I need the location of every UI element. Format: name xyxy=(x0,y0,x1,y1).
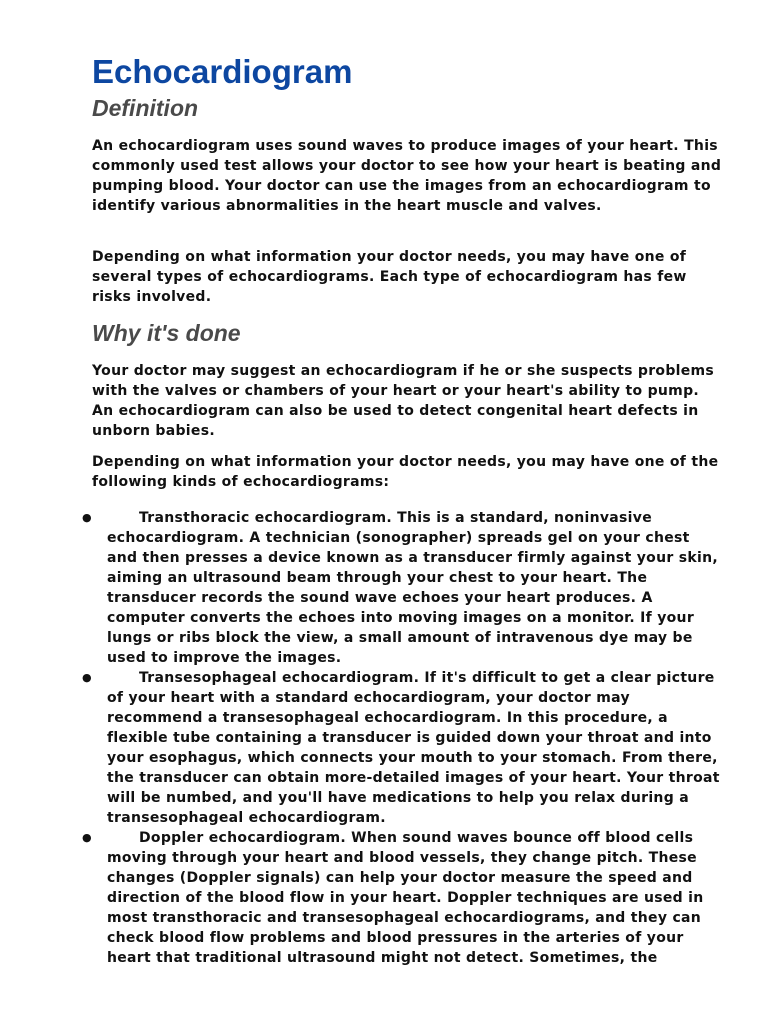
list-item-transthoracic xyxy=(80,508,720,668)
why-paragraph-1: Your doctor may suggest an echocardiogram if he or she suspects problems with the valves or chambers of your heart or your heart's ability to pump. An echocardiogram can also be used to detect congenital heart defects in unborn babies. xyxy=(92,363,715,439)
bullet-icon: ● xyxy=(82,671,92,684)
page-title: Echocardiogram xyxy=(92,53,353,90)
list-item-transesophageal xyxy=(80,668,720,828)
definition-paragraph-1: An echocardiogram uses sound waves to produce images of your heart. This commonly used test allows your doctor to see how your heart is beating and pumping blood. Your doctor can use the images from an echocardiogram to identify various abnormalities in the heart muscle and valves. xyxy=(92,138,722,214)
bullet-icon: ● xyxy=(82,831,92,844)
section-heading-definition: Definition xyxy=(92,95,199,121)
bullet-icon: ● xyxy=(82,511,92,524)
list-item-doppler xyxy=(80,828,720,968)
list-item-text: Doppler echocardiogram. When sound waves bounce off blood cells moving through your heart and blood vessels, they change pitch. These changes (Doppler signals) can help your doctor measure the speed and direction of the blood flow in your heart. Doppler techniques are used in most transthoracic and transesophageal echocardiograms, and they can check blood flow problems and blood pressures in the arteries of your heart that traditional ultrasound might not detect. Sometimes, the xyxy=(107,830,704,966)
why-paragraph-2: Depending on what information your doctor needs, you may have one of the following kinds of echocardiograms: xyxy=(92,454,719,490)
echocardiogram-types-list xyxy=(80,508,720,968)
definition-paragraph-2: Depending on what information your doctor needs, you may have one of several types of echocardiograms. Each type of echocardiogram has few risks involved. xyxy=(92,249,687,305)
list-item-text: Transesophageal echocardiogram. If it's difficult to get a clear picture of your heart with a standard echocardiogram, your doctor may recommend a transesophageal echocardiogram. In this procedure, a flexible tube containing a transducer is guided down your throat and into your esophagus, which connects your mouth to your stomach. From there, the transducer can obtain more-detailed images of your heart. Your throat will be numbed, and you'll have medications to help you relax during a transesophageal echocardiogram. xyxy=(107,670,720,826)
section-heading-why-its-done: Why it's done xyxy=(92,320,241,346)
list-item-text: Transthoracic echocardiogram. This is a standard, noninvasive echocardiogram. A technician (sonographer) spreads gel on your chest and then presses a device known as a transducer firmly against your skin, aiming an ultrasound beam through your chest to your heart. The transducer records the sound wave echoes your heart produces. A computer converts the echoes into moving images on a monitor. If your lungs or ribs block the view, a small amount of intravenous dye may be used to improve the images. xyxy=(107,510,718,666)
